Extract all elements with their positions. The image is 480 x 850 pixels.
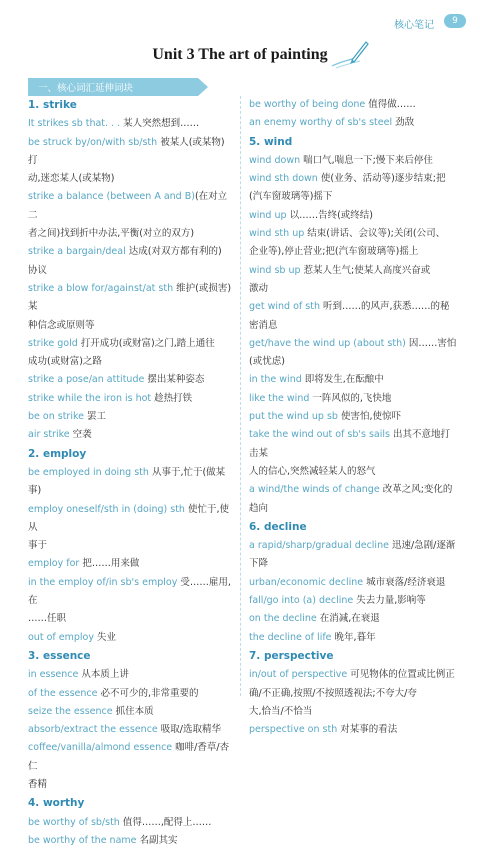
phrase-chinese: 咖啡/香草/杏仁 — [28, 742, 230, 772]
phrase-english: strike a pose/an attitude — [28, 374, 145, 386]
heading-text: 6. decline — [249, 520, 307, 533]
phrase-entry — [249, 96, 457, 114]
phrase-entry — [249, 610, 457, 628]
phrase-chinese: 迅速/急剧/逐渐 — [388, 540, 456, 552]
phrase-chinese: 从事于,忙于(做某事) — [28, 466, 226, 497]
phrase-chinese: 摆出某种姿态 — [144, 374, 205, 386]
phrase-english: be worthy of being done — [249, 99, 366, 110]
left-column — [28, 96, 232, 850]
entry-continuation — [28, 170, 232, 188]
phrase-chinese: 人的信心,突然减轻某人的怒气 — [249, 465, 376, 477]
phrase-english: air strike — [28, 429, 70, 441]
phrase-chinese: 大,恰当/不恰当 — [249, 705, 313, 717]
phrase-chinese: 使忙于,使从 — [28, 503, 229, 533]
phrase-english: in the employ of/in sb's employ — [28, 576, 178, 588]
phrase-entry — [249, 481, 457, 499]
phrase-chinese: 事于 — [28, 540, 48, 552]
heading-text: 7. perspective — [249, 649, 334, 662]
phrase-chinese: 以……告终(或终结) — [286, 209, 373, 221]
heading-text: 4. worthy — [28, 797, 85, 810]
entry-continuation — [28, 262, 232, 280]
page-title: Unit 3 The art of painting — [152, 46, 328, 63]
phrase-chinese: 达成(对双方都有利的) — [125, 246, 222, 258]
phrase-entry — [28, 629, 232, 647]
header-label: 核心笔记 — [394, 20, 434, 31]
phrase-chinese: 把……用来做 — [79, 558, 140, 570]
entry-continuation — [249, 685, 457, 703]
phrase-entry — [249, 426, 457, 463]
phrase-entry — [249, 371, 457, 389]
phrase-entry — [249, 574, 457, 592]
phrase-english: a wind/the winds of change — [249, 484, 380, 496]
phrase-english: strike a blow for/against/at sth — [28, 282, 174, 294]
phrase-entry — [249, 537, 457, 555]
phrase-entry — [249, 207, 457, 225]
phrase-english: fall/go into (a) decline — [249, 595, 354, 607]
phrase-chinese: 劲敌 — [392, 117, 415, 129]
phrase-chinese: 某人突然想到…… — [120, 118, 200, 130]
phrase-entry — [249, 152, 457, 170]
phrase-chinese: 被某人(或某物)打 — [28, 136, 225, 166]
phrase-english: be worthy of sb/sth — [28, 816, 120, 828]
phrase-english: strike while the iron is hot — [28, 392, 152, 404]
entry-continuation — [249, 280, 457, 298]
entry-continuation — [28, 610, 232, 628]
phrase-english: like the wind — [249, 392, 310, 404]
phrase-chinese: 激动 — [249, 282, 269, 294]
phrase-english: be worthy of the name — [28, 834, 137, 846]
phrase-english: get wind of sth — [249, 301, 320, 313]
right-column — [249, 96, 457, 739]
phrase-english: employ oneself/sth in (doing) sth — [28, 503, 185, 515]
phrase-entry — [28, 371, 232, 389]
phrase-chinese: 协议 — [28, 264, 48, 276]
phrase-english: be employed in doing sth — [28, 466, 149, 478]
entry-heading — [249, 133, 457, 152]
phrase-chinese: 企业等),停止营业;把(汽车窗玻璃等)摇上 — [249, 246, 419, 258]
heading-text: 5. wind — [249, 135, 293, 148]
phrase-english: perspective on sth — [249, 724, 338, 736]
phrase-chinese: 必不可少的,非常重要的 — [97, 687, 199, 699]
entry-heading — [28, 794, 232, 813]
phrase-chinese: 香精 — [28, 778, 48, 790]
phrase-entry — [28, 555, 232, 573]
phrase-entry — [28, 814, 232, 832]
phrase-chinese: 听到……的风声,获悉……的秘 — [319, 301, 450, 313]
phrase-chinese: ……任职 — [28, 613, 67, 625]
pen-icon — [326, 38, 370, 72]
phrase-english: It strikes sb that. . . — [28, 118, 121, 130]
phrase-chinese: 一阵风似的,飞快地 — [309, 392, 392, 404]
phrase-english: be struck by/on/with sb/sth — [28, 136, 158, 148]
phrase-chinese: 罢工 — [83, 411, 107, 423]
phrase-english: out of employ — [28, 631, 94, 643]
phrase-entry — [28, 464, 232, 501]
phrase-english: the decline of life — [249, 631, 332, 643]
phrase-chinese: 失去力量,影响等 — [353, 595, 426, 607]
phrase-entry — [249, 721, 457, 739]
phrase-chinese: 维护(或损害)某 — [28, 282, 232, 313]
phrase-chinese: 可见物体的位置或比例正 — [347, 669, 455, 681]
phrase-entry — [28, 832, 232, 850]
entry-continuation — [249, 463, 457, 481]
phrase-english: of the essence — [28, 687, 98, 699]
phrase-chinese: 对某事的看法 — [337, 724, 398, 736]
entry-heading — [249, 647, 457, 666]
entry-heading — [28, 647, 232, 666]
phrase-english: take the wind out of sb's sails — [249, 429, 390, 441]
phrase-entry — [249, 666, 457, 684]
phrase-entry — [28, 134, 232, 171]
phrase-chinese: 城市衰落/经济衰退 — [363, 576, 446, 588]
phrase-chinese: (在对立二 — [28, 191, 228, 221]
phrase-chinese: 打开成功(或财富)之门,踏上通往 — [77, 337, 215, 349]
phrase-chinese: 种信念或原则等 — [28, 319, 95, 331]
phrase-english: coffee/vanilla/almond essence — [28, 742, 173, 754]
phrase-entry — [249, 592, 457, 610]
phrase-chinese: 趁热打铁 — [151, 392, 193, 404]
phrase-english: urban/economic decline — [249, 576, 364, 588]
section-banner — [28, 78, 208, 96]
phrase-english: seize the essence — [28, 705, 113, 717]
phrase-entry — [249, 408, 457, 426]
phrase-chinese: 值得……,配得上…… — [119, 816, 212, 828]
phrase-chinese: 喘口气,喘息一下;慢下来后停住 — [300, 154, 433, 166]
column-divider — [240, 96, 241, 696]
phrase-entry — [249, 335, 457, 353]
phrase-chinese: 使害怕,使惊吓 — [337, 411, 401, 423]
entry-continuation — [249, 243, 457, 261]
phrase-chinese: 下降 — [249, 558, 269, 570]
phrase-entry — [28, 739, 232, 776]
phrase-english: wind up — [249, 209, 287, 221]
section-label: 一、核心词汇延伸词块 — [38, 83, 134, 94]
entry-continuation — [249, 555, 457, 573]
entry-continuation — [249, 188, 457, 206]
phrase-chinese: 抓住本质 — [112, 705, 154, 717]
phrase-english: get/have the wind up (about sth) — [249, 337, 406, 349]
phrase-entry — [249, 629, 457, 647]
phrase-entry — [28, 408, 232, 426]
phrase-english: strike a bargain/deal — [28, 246, 126, 258]
phrase-english: on the decline — [249, 613, 317, 625]
phrase-chinese: 受……雇用,在 — [28, 576, 231, 607]
heading-text: 2. employ — [28, 447, 87, 460]
phrase-english: be on strike — [28, 411, 84, 423]
phrase-entry — [28, 280, 232, 317]
phrase-chinese: 确/不正确,按照/不按照透视法;不夸大/夸 — [249, 687, 417, 699]
phrase-chinese: 惹某人生气;使某人高度兴奋或 — [300, 264, 431, 276]
phrase-chinese: 改革之风;变化的 — [379, 484, 453, 496]
phrase-english: absorb/extract the essence — [28, 724, 158, 736]
phrase-english: in essence — [28, 669, 79, 681]
phrase-chinese: 值得做…… — [365, 99, 416, 110]
phrase-chinese: 吸取/选取精华 — [157, 724, 221, 736]
phrase-english: in the wind — [249, 374, 302, 386]
phrase-english: put the wind up sb — [249, 411, 338, 423]
phrase-entry — [28, 390, 232, 408]
phrase-english: wind down — [249, 154, 301, 166]
entry-continuation — [28, 353, 232, 371]
phrase-chinese: 结束(讲话、会议等);关闭(公司、 — [304, 228, 446, 240]
phrase-chinese: 出其不意地打击某 — [249, 429, 451, 459]
phrase-chinese: 密消息 — [249, 319, 278, 331]
phrase-chinese: 名副其实 — [136, 834, 178, 846]
phrase-entry — [249, 262, 457, 280]
phrase-english: an enemy worthy of sb's steel — [249, 117, 393, 129]
entry-continuation — [249, 317, 457, 335]
phrase-chinese: 晚年,暮年 — [331, 631, 376, 643]
phrase-entry — [249, 170, 457, 188]
phrase-chinese: 动,迷恋某人(或某物) — [28, 173, 115, 185]
phrase-entry — [28, 703, 232, 721]
phrase-english: wind sb up — [249, 264, 301, 276]
entry-heading — [28, 96, 232, 115]
entry-continuation — [28, 317, 232, 335]
phrase-entry — [28, 574, 232, 611]
phrase-entry — [28, 666, 232, 684]
phrase-entry — [28, 685, 232, 703]
phrase-english: wind sth up — [249, 228, 305, 240]
phrase-chinese: 成功(或财富)之路 — [28, 356, 102, 368]
heading-text: 1. strike — [28, 99, 77, 111]
phrase-entry — [28, 335, 232, 353]
phrase-english: strike gold — [28, 337, 78, 349]
entry-continuation — [249, 500, 457, 518]
heading-text: 3. essence — [28, 649, 91, 662]
phrase-entry — [28, 115, 232, 133]
phrase-chinese: 即将发生,在酝酿中 — [301, 374, 384, 386]
phrase-chinese: 失业 — [93, 631, 116, 643]
phrase-chinese: 空袭 — [69, 429, 92, 441]
phrase-entry — [28, 188, 232, 225]
entry-continuation — [249, 353, 457, 371]
phrase-chinese: (汽车窗玻璃等)摇下 — [249, 191, 333, 203]
entry-continuation — [28, 537, 232, 555]
entry-continuation — [28, 776, 232, 794]
phrase-entry — [249, 390, 457, 408]
phrase-english: in/out of perspective — [249, 669, 348, 681]
phrase-chinese: (或忧虑) — [249, 356, 285, 368]
page-number-badge: 9 — [444, 14, 466, 28]
phrase-english: a rapid/sharp/gradual decline — [249, 540, 389, 552]
phrase-english: strike a balance (between A and B) — [28, 191, 195, 203]
phrase-english: wind sth down — [249, 173, 318, 185]
phrase-chinese: 从本质上讲 — [78, 669, 129, 681]
phrase-chinese: 者之间)找到折中办法,平衡(对立的双方) — [28, 228, 195, 240]
phrase-chinese: 使(业务、活动等)逐步结束;把 — [317, 173, 446, 185]
phrase-entry — [28, 501, 232, 538]
phrase-entry — [28, 721, 232, 739]
phrase-entry — [28, 426, 232, 444]
phrase-entry — [249, 114, 457, 132]
entry-continuation — [249, 703, 457, 721]
phrase-chinese: 因……害怕 — [405, 337, 457, 349]
phrase-entry — [28, 243, 232, 261]
entry-heading — [249, 518, 457, 537]
phrase-english: employ for — [28, 558, 80, 570]
entry-heading — [28, 445, 232, 464]
phrase-entry — [249, 225, 457, 243]
phrase-entry — [249, 298, 457, 316]
page-header — [0, 0, 480, 40]
entry-continuation — [28, 225, 232, 243]
phrase-chinese: 在消减,在衰退 — [316, 613, 380, 625]
phrase-chinese: 趋向 — [249, 502, 269, 514]
